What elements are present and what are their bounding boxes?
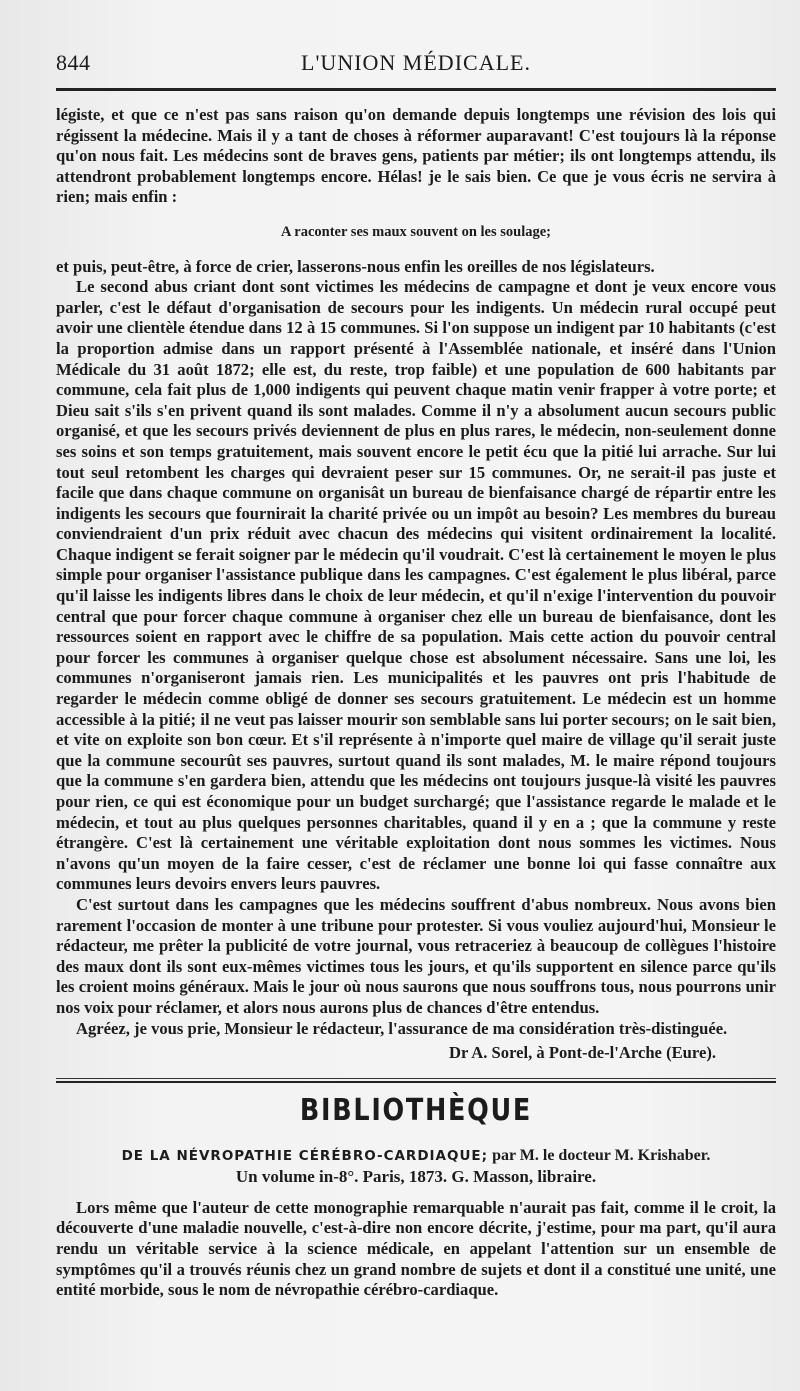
letter-body (56, 105, 776, 1064)
section-title: BIBLIOTHÈQUE (299, 1092, 533, 1128)
letter-closing: Agréez, je vous prie, Monsieur le rédacteur, l'assurance de ma considération très-distinguée. (76, 1018, 728, 1038)
review-body (56, 1198, 776, 1301)
book-title-main: DE LA NÉVROPATHIE CÉRÉBRO-CARDIAQUE; (121, 1147, 489, 1164)
letter-paragraph-1: légiste, et que ce n'est pas sans raison qu'on demande depuis longtemps une révision des lois qui régissent la médecine. Mais il y a tant de choses à réformer auparavant! C'est toujours là la réponse qu'on nous fait. Les médecins sont de braves gens, patients par métier; ils ont longtemps attendu, ils attendront probablement longtemps encore. Hélas! je le sais bien. Ce que je vous écris ne servira à rien; mais enfin : (56, 105, 776, 207)
letter-paragraph-4: C'est surtout dans les campagnes que les médecins souffrent d'abus nombreux. Nous avons bien rarement l'occasion de monter à une tribune pour protester. Si vous vouliez aujourd'hui, Monsieur le rédacteur, me prêter la publicité de votre journal, vous retraceriez à beaucoup de collègues l'histoire des maux dont ils sont eux-mêmes victimes tous les jours, et qu'ils supportent en silence parce qu'ils les croient moins généraux. Mais le jour où nous saurons que nous souffrons tous, nous pourrons unir nos voix pour réclamer, et alors nous aurons plus de chances d'être entendus. (56, 894, 776, 1017)
header-rule (56, 88, 776, 91)
section-divider (56, 1078, 776, 1083)
book-publication: Un volume in-8°. Paris, 1873. G. Masson, libraire. (235, 1166, 597, 1186)
page-number: 844 (56, 50, 91, 75)
running-head (56, 50, 776, 80)
journal-title: L'UNION MÉDICALE. (301, 50, 531, 75)
review-paragraph-1: Lors même que l'auteur de cette monographie remarquable n'aurait pas fait, comme il le croit, la découverte d'une maladie nouvelle, c'est-à-dire non encore décrite, j'estime, pour ma part, qu'il aura rendu un véritable service à la science médicale, en appelant l'attention sur un ensemble de symptômes qu'il a trouvés réunis chez un grand nombre de sujets et dont il a constitué une unité, une entité morbide, sous le nom de névropathie cérébro-cardiaque. (56, 1197, 776, 1300)
letter-paragraph-3: Le second abus criant dont sont victimes les médecins de campagne et dont je veux encore vous parler, c'est le défaut d'organisation de secours pour les indigents. Un médecin rural occupé peut avoir une clientèle étendue dans 12 à 15 communes. Si l'on suppose un indigent par 10 habitants (c'est la proportion admise dans un rapport présenté à l'Assemblée nationale, et inséré dans l'Union Médicale du 31 août 1872; elle est, du reste, trop faible) et une population de 600 habitants par commune, cela fait plus de 1,000 indigents qui peuvent chaque matin venir frapper à votre porte; et Dieu sait s'ils s'en privent quand ils sont malades. Comme il n'y a absolument aucun secours public organisé, et que les secours privés deviennent de plus en plus rares, le médecin, non-seulement donne ses soins et son temps gratuitement, mais souvent encore le petit écu que la pitié lui arrache. Sur lui tout seul retombent les charges qui devraient peser sur 15 communes. Or, ne serait-il pas juste et facile que dans chaque commune on organisât un bureau de bienfaisance chargé de répartir entre les indigents les secours que fournirait la charité privée ou un impôt au besoin? Les membres du bureau conviendraient d'un prix réduit avec chacun des médecins qui visitent ordinairement la localité. Chaque indigent se ferait soigner par le médecin qu'il voudrait. C'est là certainement le moyen le plus simple pour organiser l'assistance publique dans les campagnes. C'est également le plus libéral, parce qu'il laisse les indigents libres dans le choix de leur médecin, et qu'il n'exige l'intervention du pouvoir central que pour forcer chaque commune à organiser chez elle un bureau de bienfaisance, dont les ressources soient en rapport avec le chiffre de sa population. Mais cette action du pouvoir central pour forcer les communes à organiser quelque chose est absolument nécessaire. Sans une loi, les communes n'organiseront jamais rien. Les municipalités et les pauvres ont pris l'habitude de regarder le médecin comme obligé de donner ses secours gratuitement. Le médecin est un homme accessible à la pitié; il ne veut pas laisser mourir son semblable sans lui porter secours; on le sait bien, et vite on exploite son bon cœur. Et s'il représente à n'importe quel maire de village qu'il serait juste que la commune secourût ses pauvres, surtout quand ils sont malades, M. le maire répond toujours que la commune s'en gardera bien, attendu que les médecins ont toujours jusque-là visité les pauvres pour rien, ce qui est économique pour un budget surchargé; que l'assistance regarde le malade et le médecin, et tout au plus quelques personnes charitables, quand il y en a ; que la commune y reste étrangère. C'est là certainement une véritable exploitation dont nous sommes les victimes. Nous n'avons qu'un moyen de la faire cesser, c'est de réclamer une bonne loi qui fasse connaître aux communes leurs devoirs envers leurs pauvres. (56, 277, 776, 894)
letter-signature: Dr A. Sorel, à Pont-de-l'Arche (Eure). (448, 1043, 716, 1063)
book-title-author: par M. le docteur M. Krishaber. (488, 1146, 711, 1164)
letter-paragraph-2: et puis, peut-être, à force de crier, lasserons-nous enfin les oreilles de nos législateurs. (56, 256, 655, 276)
letter-quote: A raconter ses maux souvent on les soulage; (281, 223, 551, 240)
book-title (56, 1146, 776, 1166)
